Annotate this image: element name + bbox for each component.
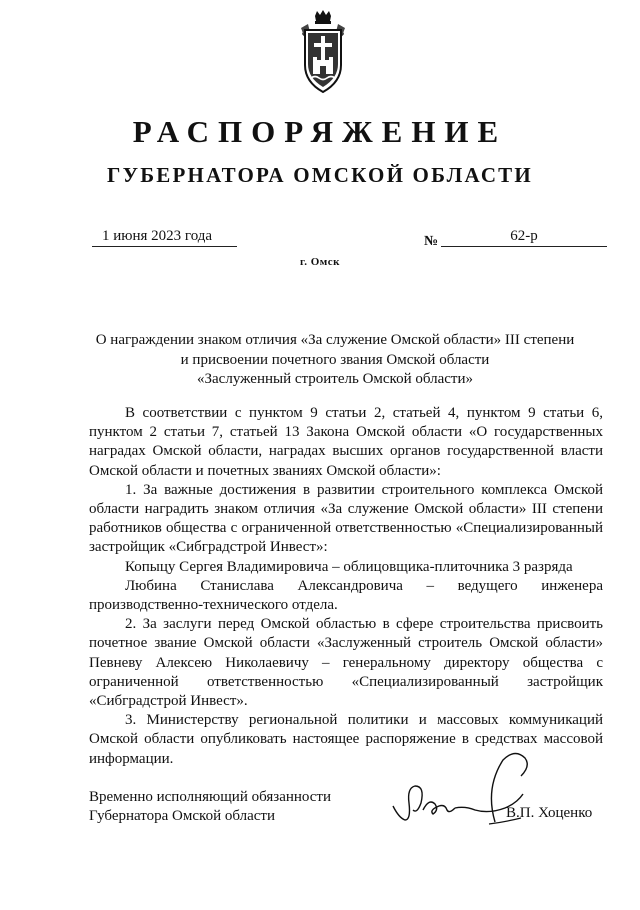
document-heading (70, 331, 600, 390)
document-title: РАСПОРЯЖЕНИЕ (132, 114, 508, 149)
heading-line: и присвоении почетного звания Омской области (180, 351, 490, 368)
number-sign: № (424, 234, 439, 249)
body-paragraph: 3. Министерству региональной политики и массовых коммуникаций Омской области опубликовать настоящее распоряжение в средствах массовой информации. (89, 712, 603, 767)
date-underline (92, 246, 237, 247)
heading-line: О награждении знаком отличия «За служение Омской области» III степени (95, 332, 575, 348)
signatory-role-line: Временно исполняющий обязанности (89, 789, 332, 805)
signatory-role-line: Губернатора Омской области (89, 808, 275, 824)
document-number: 62-р (510, 228, 538, 244)
document-body (89, 404, 603, 769)
body-paragraph: Любина Станислава Александровича – ведущего инженера производственно-технического отдела. (89, 577, 603, 614)
number-underline (441, 246, 607, 247)
body-paragraph: Копыцу Сергея Владимировича – облицовщика-плиточника 3 разряда (125, 558, 573, 575)
coat-of-arms-icon (298, 10, 348, 96)
heading-line: «Заслуженный строитель Омской области» (197, 371, 473, 387)
signatory-role (89, 788, 331, 826)
document-subtitle: ГУБЕРНАТОРА ОМСКОЙ ОБЛАСТИ (107, 163, 533, 187)
body-paragraph: 1. За важные достижения в развитии строительного комплекса Омской области наградить знаком отличия «За служение Омской области» III степени работников общества с ограниченной ответственностью «Специализированный застройщик «Сибградстрой Инвест»: (89, 481, 603, 556)
body-paragraph: 2. За заслуги перед Омской областью в сфере строительства присвоить почетное звание Омской области «Заслуженный строитель Омской области» Певневу Алексею Николаевичу – генеральному директору общества с ограниченной ответственностью «Специализированный застройщик «Сибградстрой Инвест». (89, 616, 603, 710)
document-city: г. Омск (299, 256, 341, 268)
document-date: 1 июня 2023 года (102, 228, 213, 244)
body-paragraph: В соответствии с пунктом 9 статьи 2, статьей 4, пунктом 9 статьи 6, пунктом 2 статьи 7, статьей 13 Закона Омской области «О государственных наградах Омской области, наградах высших органов государственной власти Омской области и почетных званиях Омской области»: (89, 405, 603, 479)
signatory-name: В.П. Хоценко (506, 805, 593, 821)
handwritten-signature-icon (385, 748, 530, 840)
